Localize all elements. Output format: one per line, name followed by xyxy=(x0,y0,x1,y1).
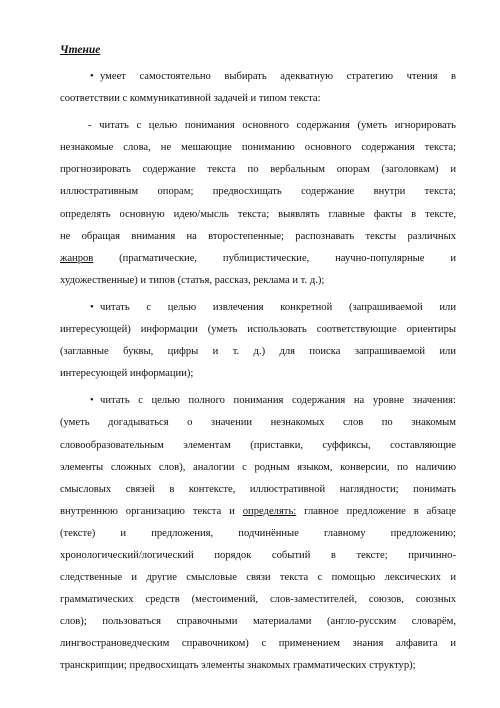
bullet-icon: • xyxy=(90,71,94,82)
text-line: - читать с целью понимания основного содержания (уметь игнорировать xyxy=(88,120,456,132)
text-line: лингвострановедческим справочником) с применением знания алфавита и xyxy=(60,638,456,650)
text-line: художественные) и типов (статья, рассказ, реклама и т. д.); xyxy=(60,274,325,286)
text-line: (тексте) и предложения, подчинённые главному предложению; xyxy=(60,527,456,539)
text-line: следственные и другие смысловые связи текста с помощью лексических и xyxy=(60,572,456,584)
underlined-term: определять: xyxy=(242,505,297,517)
text-line: (уметь догадываться о значении незнакомых слов по знакомым xyxy=(60,417,456,429)
text-line: хронологический/логический порядок событий в тексте; причинно- xyxy=(60,549,456,561)
text-line: внутреннюю организацию текста и определять: главное предложение в абзаце xyxy=(60,505,456,517)
underlined-term: жанров xyxy=(60,252,94,264)
text-line: • читать с целью полного понимания содержания на уровне значения: xyxy=(60,390,456,412)
document-body xyxy=(60,66,456,678)
text-line: иллюстративным опорам; предвосхищать содержание внутри текста; xyxy=(60,186,456,198)
text-line: • читать с целью извлечения конкретной (запрашиваемой или xyxy=(60,297,456,319)
text-line: элементы сложных слов), аналогии с родным языком, конверсии, по наличию xyxy=(60,461,456,473)
text-line: интересующей информации); xyxy=(60,368,194,380)
section-heading: Чтение xyxy=(60,44,101,56)
text-line: соответствии с коммуникативной задачей и типом текста: xyxy=(60,93,321,105)
text-line: определять основную идею/мысль текста; выявлять главные факты в тексте, xyxy=(60,208,456,220)
bullet-icon: • xyxy=(90,301,94,313)
text-line: (заглавные буквы, цифры и т. д.) для поиска запрашиваемой или xyxy=(60,346,456,358)
text-line: смысловых связей в контексте, иллюстративной наглядности; понимать xyxy=(60,483,456,495)
bullet-icon: • xyxy=(90,395,94,407)
text-line: не обращая внимания на второстепенные; распознавать тексты различных xyxy=(60,230,456,242)
text-line: жанров (прагматические, публицистические, научно-популярные и xyxy=(60,252,456,264)
text-line: • умеет самостоятельно выбирать адекватную стратегию чтения в xyxy=(60,66,456,88)
text-line: прогнозировать содержание текста по вербальным опорам (заголовкам) и xyxy=(60,164,456,176)
text-line: грамматических средств (местоимений, слов-заместителей, союзов, союзных xyxy=(60,594,456,606)
text-line: транскрипции; предвосхищать элементы знакомых грамматических структур); xyxy=(60,660,416,672)
text-line: словообразовательным элементам (приставки, суффиксы, составляющие xyxy=(60,439,456,451)
text-line: незнакомые слова, не мешающие пониманию основного содержания текста; xyxy=(60,142,456,154)
text-line: интересующей) информации (уметь использовать соответствующие ориентиры xyxy=(60,324,456,336)
text-line: слов); пользоваться справочными материалами (англо-русским словарём, xyxy=(60,616,456,628)
